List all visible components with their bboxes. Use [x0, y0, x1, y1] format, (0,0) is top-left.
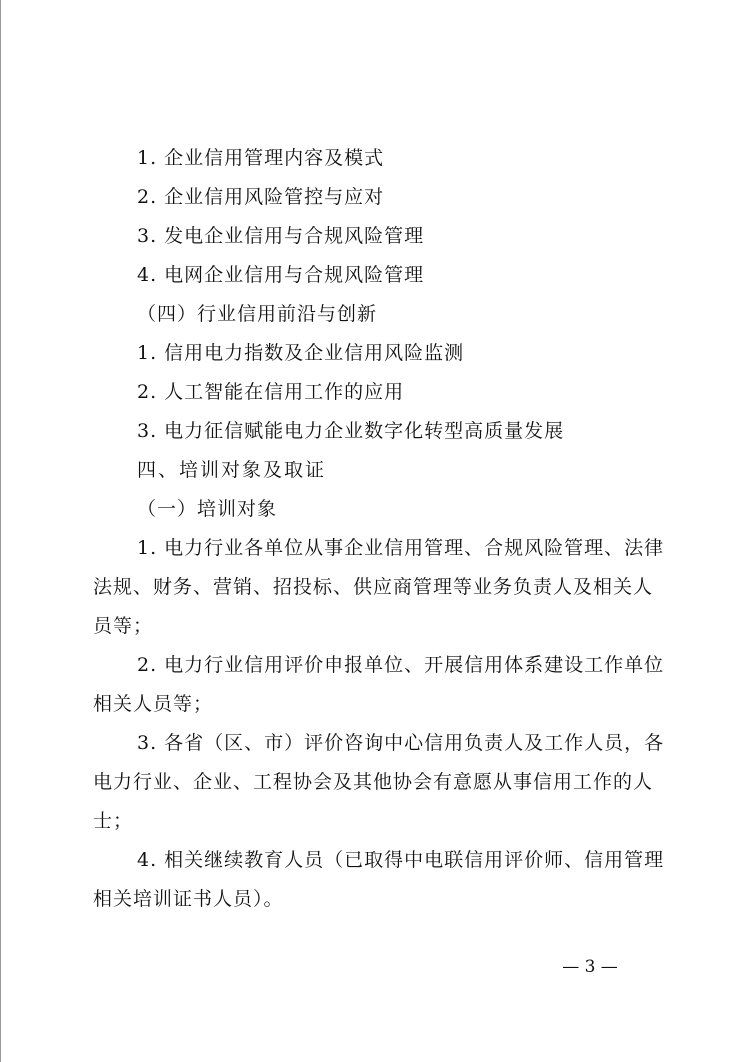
subsection-heading-frontier: （四）行业信用前沿与创新 [137, 303, 378, 325]
paragraph-1-line-1: 1. 电力行业各单位从事企业信用管理、合规风险管理、法律 [137, 537, 665, 559]
page-edge-divider [0, 0, 1, 1062]
paragraph-1-line-3: 员等； [93, 615, 154, 637]
list-item-ai-application: 2. 人工智能在信用工作的应用 [137, 381, 405, 403]
subsection-heading-trainees: （一）培训对象 [137, 498, 278, 520]
list-item-credit-index: 1. 信用电力指数及企业信用风险监测 [137, 342, 465, 364]
paragraph-2-line-2: 相关人员等； [93, 693, 214, 715]
list-item-power-generation: 3. 发电企业信用与合规风险管理 [137, 225, 425, 247]
list-item-risk-control: 2. 企业信用风险管控与应对 [137, 186, 385, 208]
list-item-digital-transformation: 3. 电力征信赋能电力企业数字化转型高质量发展 [137, 420, 565, 442]
section-heading-training: 四、培训对象及取证 [137, 459, 327, 481]
page-number: — 3 — [562, 957, 618, 977]
paragraph-4-line-1: 4. 相关继续教育人员（已取得中电联信用评价师、信用管理 [137, 849, 665, 871]
list-item-power-grid: 4. 电网企业信用与合规风险管理 [137, 264, 425, 286]
paragraph-3-line-3: 士； [93, 810, 134, 832]
paragraph-3-line-1: 3. 各省（区、市）评价咨询中心信用负责人及工作人员，各 [137, 732, 665, 754]
list-item-content-model: 1. 企业信用管理内容及模式 [137, 147, 385, 169]
paragraph-2-line-1: 2. 电力行业信用评价申报单位、开展信用体系建设工作单位 [137, 654, 665, 676]
paragraph-3-line-2: 电力行业、企业、工程协会及其他协会有意愿从事信用工作的人 [93, 771, 654, 793]
paragraph-4-line-2: 相关培训证书人员）。 [93, 888, 284, 910]
paragraph-1-line-2: 法规、财务、营销、招投标、供应商管理等业务负责人及相关人 [93, 576, 654, 598]
